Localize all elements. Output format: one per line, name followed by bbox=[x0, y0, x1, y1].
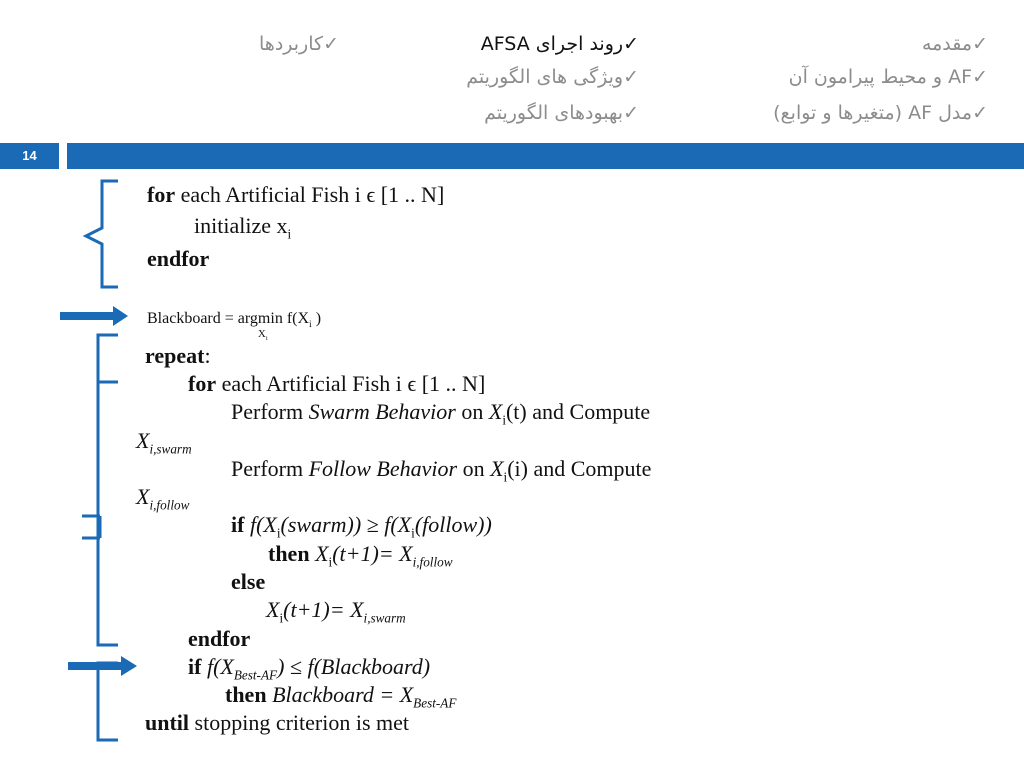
check-icon: ✓ bbox=[323, 33, 339, 55]
code-repeat: repeat: bbox=[145, 343, 211, 368]
check-icon: ✓ bbox=[623, 102, 639, 124]
keyword-if: if bbox=[188, 654, 202, 679]
keyword-if: if bbox=[231, 512, 245, 537]
nav-item-label: ویژگی های الگوریتم bbox=[466, 66, 624, 88]
code-if-compare: if $f(X_i(swarm))$ ≥ $f(X_i(follow))$ bbox=[231, 512, 492, 541]
code-swarm-result: $X_{i,swarm}$ bbox=[136, 428, 192, 457]
keyword-until: until bbox=[145, 710, 190, 735]
nav-item-label: مدل AF (متغیرها و توابع) bbox=[773, 102, 973, 124]
check-icon: ✓ bbox=[623, 66, 639, 88]
code-if-best: if $f(X_{Best-AF})$ ≤ f(Blackboard) bbox=[188, 654, 431, 683]
code-then-follow: then $X_i(t+1)= X_{i,follow}$ bbox=[268, 541, 453, 570]
keyword-repeat: repeat bbox=[145, 343, 205, 368]
keyword-then: then bbox=[268, 541, 310, 566]
check-icon: ✓ bbox=[972, 66, 988, 88]
nav-item-label: کاربردها bbox=[259, 33, 324, 55]
check-icon: ✓ bbox=[623, 33, 639, 55]
nav-item-label: بهبودهای الگوریتم bbox=[484, 102, 624, 124]
code-init-endfor bbox=[147, 246, 209, 272]
code-initialize: initialize $x_i$ bbox=[194, 213, 292, 242]
code-swarm-line: Perform Swarm Behavior on $X_i(t)$ and Compute bbox=[231, 399, 651, 428]
keyword-endfor: endfor bbox=[147, 246, 210, 271]
slide-number: 14 bbox=[0, 143, 59, 169]
code-else-swarm: $X_i(t+1)= X_{i,swarm}$ bbox=[266, 597, 406, 626]
nav-item-label: روند اجرای AFSA bbox=[480, 33, 624, 55]
code-then-blackboard: then Blackboard = $X_{Best-AF}$ bbox=[225, 682, 457, 711]
keyword-else: else bbox=[231, 569, 266, 594]
arrow-icon-best-af bbox=[68, 656, 137, 676]
code-until: until stopping criterion is met bbox=[145, 710, 409, 735]
arrow-icon-blackboard bbox=[60, 306, 128, 326]
code-init-for: for each Artificial Fish i ϵ [1 .. N] bbox=[147, 182, 445, 207]
blackboard-formula: Blackboard = argmin $X_i$ $f(X_i$ ) bbox=[147, 310, 322, 343]
keyword-for: for bbox=[188, 371, 217, 396]
check-icon: ✓ bbox=[972, 33, 988, 55]
left-bracket-outer bbox=[98, 663, 118, 740]
code-loop-for: for each Artificial Fish i ϵ [1 .. N] bbox=[188, 371, 486, 396]
code-else bbox=[231, 569, 265, 595]
left-bracket-init bbox=[86, 181, 118, 287]
check-icon: ✓ bbox=[972, 102, 988, 124]
code-follow-result: $X_{i,follow}$ bbox=[136, 484, 190, 513]
keyword-endfor: endfor bbox=[188, 626, 251, 651]
nav-item-label: AF و محیط پیرامون آن bbox=[788, 66, 973, 88]
keyword-then: then bbox=[225, 682, 267, 707]
code-loop-endfor bbox=[188, 626, 250, 652]
keyword-for: for bbox=[147, 182, 176, 207]
code-follow-line: Perform Follow Behavior on $X_i(i)$ and Compute bbox=[231, 456, 652, 485]
nav-item-label: مقدمه bbox=[921, 33, 973, 55]
